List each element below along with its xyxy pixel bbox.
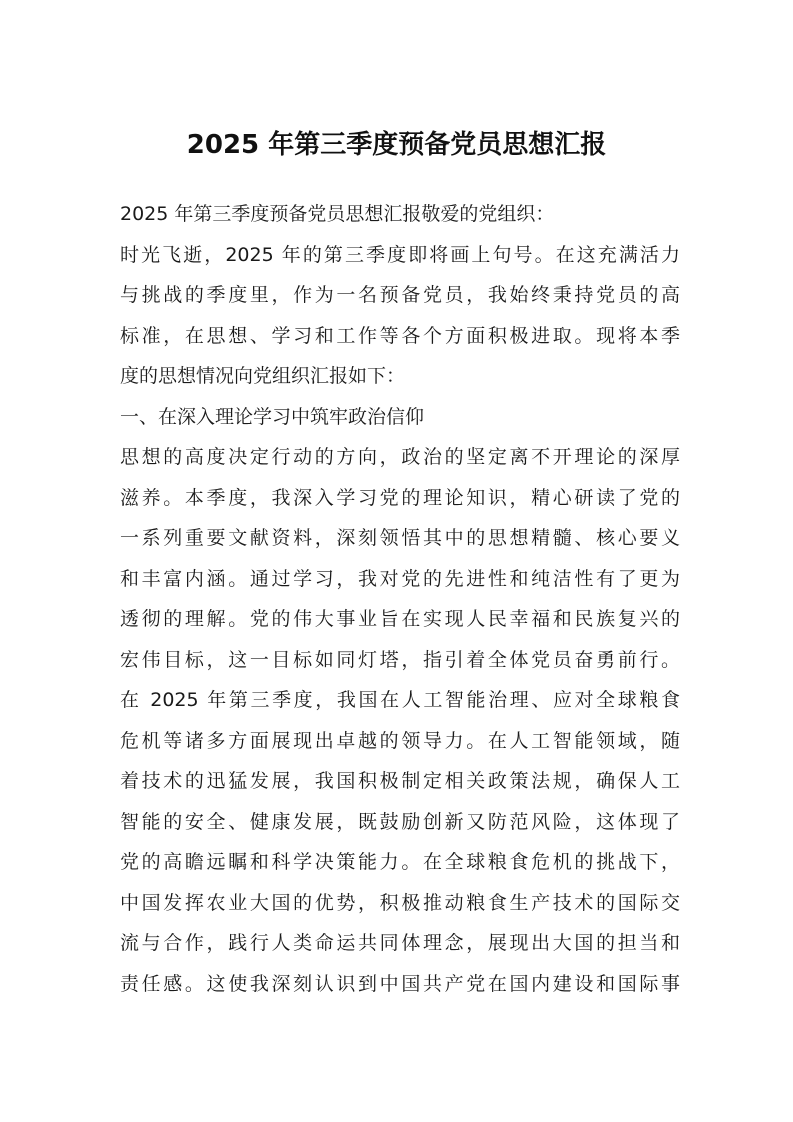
text-line: 智能的安全、健康发展，既鼓励创新又防范风险，这体现了: [120, 810, 680, 833]
text-line: 透彻的理解。党的伟大事业旨在实现人民幸福和民族复兴的: [120, 608, 680, 630]
text-line: 滋养。本季度，我深入学习党的理论知识，精心研读了党的: [120, 486, 680, 509]
text-line: 时光飞逝，2025 年的第三季度即将画上句号。在这充满活力: [120, 243, 680, 266]
text-line: 和丰富内涵。通过学习，我对党的先进性和纯洁性有了更为: [120, 567, 680, 590]
text-line: 危机等诸多方面展现出卓越的领导力。在人工智能领域，随: [120, 729, 680, 752]
text-line: 宏伟目标，这一目标如同灯塔，指引着全体党员奋勇前行。: [120, 648, 680, 671]
text-line: 2025 年第三季度预备党员思想汇报敬爱的党组织：: [120, 203, 555, 225]
text-line: 责任感。这使我深刻认识到中国共产党在国内建设和国际事: [120, 972, 680, 995]
text-line: 着技术的迅猛发展，我国积极制定相关政策法规，确保人工: [120, 770, 680, 792]
text-line: 中国发挥农业大国的优势，积极推动粮食生产技术的国际交: [120, 891, 680, 914]
text-line: 流与合作，践行人类命运共同体理念，展现出大国的担当和: [120, 932, 680, 954]
text-line: 党的高瞻远瞩和科学决策能力。在全球粮食危机的挑战下，: [120, 851, 680, 873]
text-line: 标准，在思想、学习和工作等各个方面积极进取。现将本季: [120, 324, 680, 347]
section-heading: 一、在深入理论学习中筑牢政治信仰: [120, 405, 425, 428]
document-body: [120, 194, 680, 1004]
text-line: 思想的高度决定行动的方向，政治的坚定离不开理论的深厚: [120, 446, 680, 468]
text-line: 度的思想情况向党组织汇报如下：: [120, 365, 406, 387]
document-title: 2025 年第三季度预备党员思想汇报: [186, 130, 607, 160]
text-line: 一系列重要文献资料，深刻领悟其中的思想精髓、核心要义: [120, 527, 680, 549]
text-line: 在 2025 年第三季度，我国在人工智能治理、应对全球粮食: [120, 689, 680, 711]
text-line: 与挑战的季度里，作为一名预备党员，我始终秉持党员的高: [120, 284, 680, 306]
